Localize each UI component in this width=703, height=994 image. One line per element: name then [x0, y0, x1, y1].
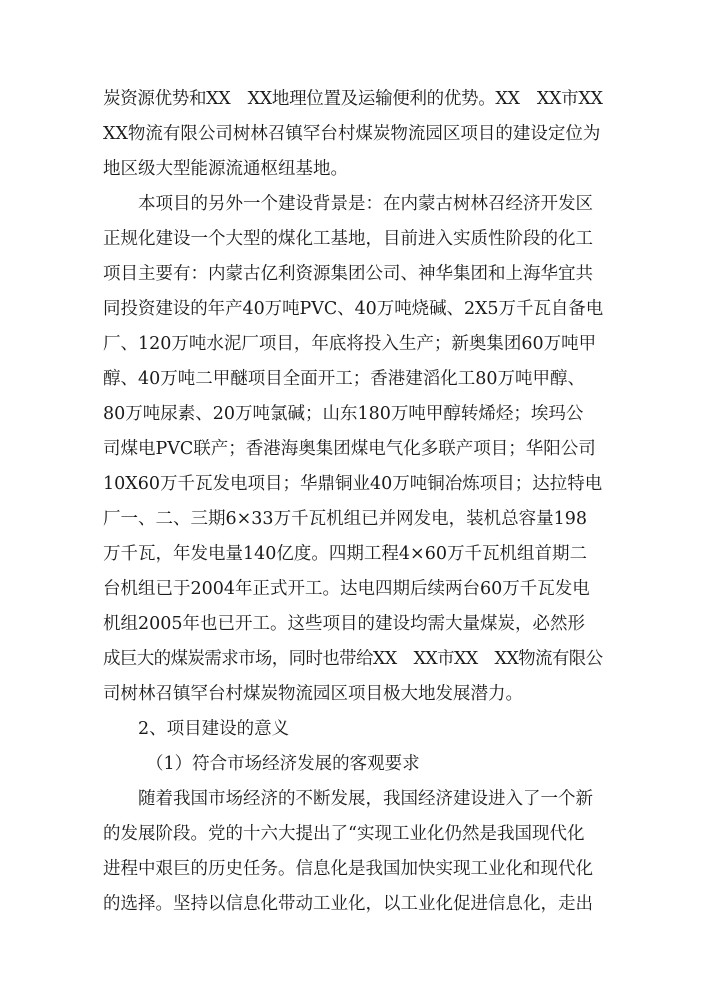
text-line: 万千瓦，年发电量140亿度。四期工程4×60万千瓦机组首期二 — [103, 544, 587, 564]
text-line: 同投资建设的年产40万吨PVC、40万吨烧碱、2X5万千瓦自备电 — [103, 299, 603, 319]
text-line: 正规化建设一个大型的煤化工基地，目前进入实质性阶段的化工 — [103, 229, 593, 249]
text-line: XX物流有限公司树林召镇罕台村煤炭物流园区项目的建设定位为 — [103, 124, 601, 144]
text-line: 的选择。坚持以信息化带动工业化，以工业化促进信息化，走出 — [103, 894, 593, 914]
text-line: 醇、40万吨二甲醚项目全面开工；香港建滔化工80万吨甲醇、 — [103, 369, 586, 389]
text-line: 厂一、二、三期6×33万千瓦机组已并网发电，装机总容量198 — [103, 509, 587, 529]
section-heading: 2、项目建设的意义 — [138, 719, 290, 739]
text-line: 司煤电PVC联产；香港海奥集团煤电气化多联产项目；华阳公司 — [103, 439, 596, 459]
text-line: 10X60万千瓦发电项目；华鼎铜业40万吨铜冶炼项目；达拉特电 — [103, 474, 603, 494]
paragraph-start-line: 本项目的另外一个建设背景是：在内蒙古树林召经济开发区 — [138, 194, 593, 214]
text-line: 的发展阶段。党的十六大提出了“实现工业化仍然是我国现代化 — [103, 824, 585, 844]
paragraph-start-line: 随着我国市场经济的不断发展，我国经济建设进入了一个新 — [138, 789, 593, 809]
text-line: 成巨大的煤炭需求市场，同时也带给XX XX市XX XX物流有限公 — [103, 649, 603, 669]
text-line: 机组2005年也已开工。这些项目的建设均需大量煤炭，必然形 — [103, 614, 586, 634]
text-line: 项目主要有：内蒙古亿利资源集团公司、神华集团和上海华宜共 — [103, 264, 593, 284]
text-line: 厂、120万吨水泥厂项目，年底将投入生产；新奥集团60万吨甲 — [103, 334, 597, 354]
text-line: 80万吨尿素、20万吨氯碱；山东180万吨甲醇转烯烃；埃玛公 — [103, 404, 584, 424]
text-line: 地区级大型能源流通枢纽基地。 — [103, 159, 348, 179]
text-line: 炭资源优势和XX XX地理位置及运输便利的优势。XX XX市XX — [103, 89, 603, 109]
text-line: 进程中艰巨的历史任务。信息化是我国加快实现工业化和现代化 — [103, 859, 593, 879]
subsection-heading: （1）符合市场经济发展的客观要求 — [146, 754, 420, 774]
text-line: 台机组已于2004年正式开工。达电四期后续两台60万千瓦发电 — [103, 579, 590, 599]
text-line: 司树林召镇罕台村煤炭物流园区项目极大地发展潜力。 — [103, 684, 523, 704]
